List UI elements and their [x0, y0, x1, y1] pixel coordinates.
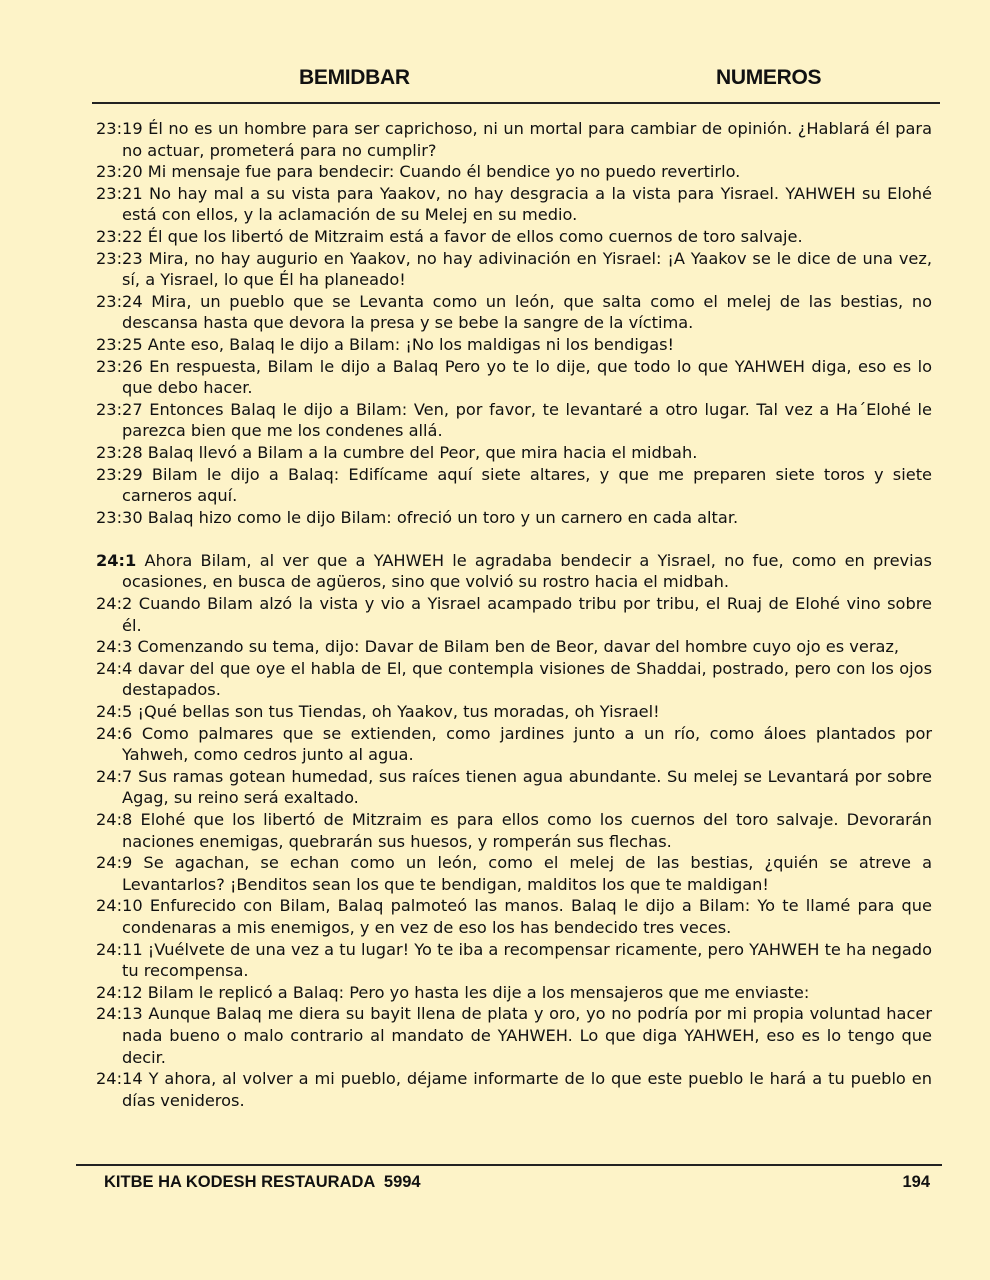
verse: 23:24 Mira, un pueblo que se Levanta como un león, que salta como el melej de las bestias, no descansa hasta que devora la presa y se bebe la sangre de la víctima.	[96, 291, 932, 333]
page-number: 194	[902, 1173, 930, 1191]
book-title-hebrew: BEMIDBAR	[299, 66, 410, 89]
verse: 24:12 Bilam le replicó a Balaq: Pero yo hasta les dije a los mensajeros que me enviaste:	[96, 982, 810, 1002]
verse: 24:7 Sus ramas gotean humedad, sus raíces tienen agua abundante. Su melej se Levantará por sobre Agag, su reino será exaltado.	[96, 766, 932, 808]
footer-title: KITBE HA KODESH RESTAURADA 5994	[104, 1173, 421, 1191]
verse: 23:20 Mi mensaje fue para bendecir: Cuando él bendice yo no puedo revertirlo.	[96, 162, 741, 182]
page-header	[92, 62, 940, 104]
chapter-verse-number: 24:1	[96, 550, 137, 570]
chapter-gap	[96, 528, 932, 550]
verse: 24:4 davar del que oye el habla de El, que contempla visiones de Shaddai, postrado, pero con los ojos destapados.	[96, 658, 932, 700]
verse: 24:11 ¡Vuélvete de una vez a tu lugar! Yo te iba a recompensar ricamente, pero YAHWEH te ha negado tu recompensa.	[96, 939, 932, 981]
verse: 24:5 ¡Qué bellas son tus Tiendas, oh Yaakov, tus moradas, oh Yisrael!	[96, 702, 660, 722]
verse: 24:8 Elohé que los libertó de Mitzraim es para ellos como los cuernos del toro salvaje. Devorarán naciones enemigas, quebrarán sus huesos, y romperán sus flechas.	[96, 810, 932, 851]
verse: 23:28 Balaq llevó a Bilam a la cumbre del Peor, que mira hacia el midbah.	[96, 442, 698, 462]
page-footer	[76, 1164, 942, 1191]
chapter-verse-text: Ahora Bilam, al ver que a YAHWEH le agradaba bendecir a Yisrael, no fue, como en previas ocasiones, en busca de agüeros, sino que volvió su rostro hacia el midbah.	[122, 550, 932, 592]
verse: 23:25 Ante eso, Balaq le dijo a Bilam: ¡No los maldigas ni los bendigas!	[96, 334, 675, 354]
verse: 24:9 Se agachan, se echan como un león, como el melej de las bestias, ¿quién se atreve a Levantarlos? ¡Benditos sean los que te bendigan, malditos los que te maldigan!	[96, 853, 932, 894]
verse: 23:19 Él no es un hombre para ser caprichoso, ni un mortal para cambiar de opinión. ¿Hablará él para no actuar, prometerá para no cumplir?	[96, 119, 932, 160]
verse: 23:23 Mira, no hay augurio en Yaakov, no hay adivinación en Yisrael: ¡A Yaakov se le dice de una vez, sí, a Yisrael, lo que Él ha planeado!	[96, 248, 932, 290]
verse: 23:30 Balaq hizo como le dijo Bilam: ofreció un toro y un carnero en cada altar.	[96, 507, 739, 527]
verse: 23:26 En respuesta, Bilam le dijo a Balaq Pero yo te lo dije, que todo lo que YAHWEH diga, eso es lo que debo hacer.	[96, 356, 932, 398]
verse: 24:10 Enfurecido con Bilam, Balaq palmoteó las manos. Balaq le dijo a Bilam: Yo te llamé para que condenaras a mis enemigos, y en vez de eso los has bendecido tres veces.	[96, 896, 932, 937]
verse: 24:2 Cuando Bilam alzó la vista y vio a Yisrael acampado tribu por tribu, el Ruaj de Elohé vino sobre él.	[96, 594, 932, 635]
verse: 23:27 Entonces Balaq le dijo a Bilam: Ven, por favor, te levantaré a otro lugar. Tal vez a Ha´Elohé le parezca bien que me los condenes allá.	[96, 399, 932, 441]
verse: 23:22 Él que los libertó de Mitzraim está a favor de ellos como cuernos de toro salvaje.	[96, 226, 803, 246]
verse: 24:13 Aunque Balaq me diera su bayit llena de plata y oro, yo no podría por mi propia voluntad hacer nada bueno o malo contrario al mandato de YAHWEH. Lo que diga YAHWEH, eso es lo tengo que decir.	[96, 1004, 932, 1067]
verse: 23:29 Bilam le dijo a Balaq: Edifícame aquí siete altares, y que me preparen siete toros y siete carneros aquí.	[96, 464, 932, 506]
verse: 24:6 Como palmares que se extienden, como jardines junto a un río, como áloes plantados por Yahweh, como cedros junto al agua.	[96, 723, 932, 765]
verse: 23:21 No hay mal a su vista para Yaakov, no hay desgracia a la vista para Yisrael. YAHWEH su Elohé está con ellos, y la aclamación de su Melej en su medio.	[96, 183, 932, 225]
verse: 24:3 Comenzando su tema, dijo: Davar de Bilam ben de Beor, davar del hombre cuyo ojo es veraz,	[96, 637, 900, 657]
chapter-first-verse	[96, 550, 932, 593]
scripture-text	[96, 118, 932, 1111]
verse: 24:14 Y ahora, al volver a mi pueblo, déjame informarte de lo que este pueblo le hará a tu pueblo en días venideros.	[96, 1069, 932, 1110]
book-title-spanish: NUMEROS	[716, 66, 822, 89]
